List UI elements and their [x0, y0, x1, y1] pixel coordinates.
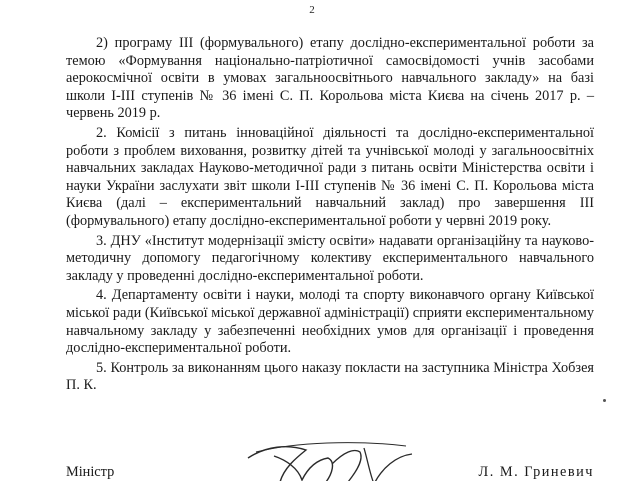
signature-block [66, 462, 594, 481]
signatory-name: Л. М. Гриневич [478, 464, 594, 480]
paragraph-control: 5. Контроль за виконанням цього наказу покласти на заступника Міністра Хобзея П. К. [66, 359, 594, 394]
paragraph-program: 2) програму III (формувального) етапу дослідно-експериментальної роботи за темою «Формування національно-патріотичної самосвідомості учнів засобами аерокосмічної освіти в умовах загальноосвітнього навчального закладу» на базі школи І-ІІІ ступенів № 36 імені С. П. Корольова міста Києва на січень 2017 р. – червень 2019 р. [66, 35, 594, 122]
stray-dot [603, 399, 606, 402]
handwritten-signature [236, 438, 426, 481]
paragraph-commission: 2. Комісії з питань інноваційної діяльності та дослідно-експериментальної роботи з проблем виховання, розвитку дітей та учнівської молоді у загальноосвітніх навчальних закладах Науково-методичної ради з питань освіти Міністерства освіти і науки України заслухати звіт школи І-ІІІ ступенів № 36 імені С. П. Корольова міста Києва (далі – експериментальний навчальний заклад) про завершення III (формувального) етапу дослідно-експериментальної роботи у червні 2019 року. [66, 124, 594, 229]
document-body [66, 35, 594, 395]
paragraph-institute: 3. ДНУ «Інститут модернізації змісту освіти» надавати організаційну та науково-методичну допомогу педагогічному колективу експериментального навчального закладу у проведенні дослідно-експериментальної роботи. [66, 232, 594, 284]
signatory-title: Міністр [66, 464, 115, 480]
page-number: 2 [309, 4, 315, 16]
paragraph-department: 4. Департаменту освіти і науки, молоді та спорту виконавчого органу Київської міської ради (Київської міської державної адміністрації) сприяти експериментальному навчальному закладу у забезпеченні необхідних умов для організації і проведення дослідно-експериментальної роботи. [66, 287, 594, 357]
